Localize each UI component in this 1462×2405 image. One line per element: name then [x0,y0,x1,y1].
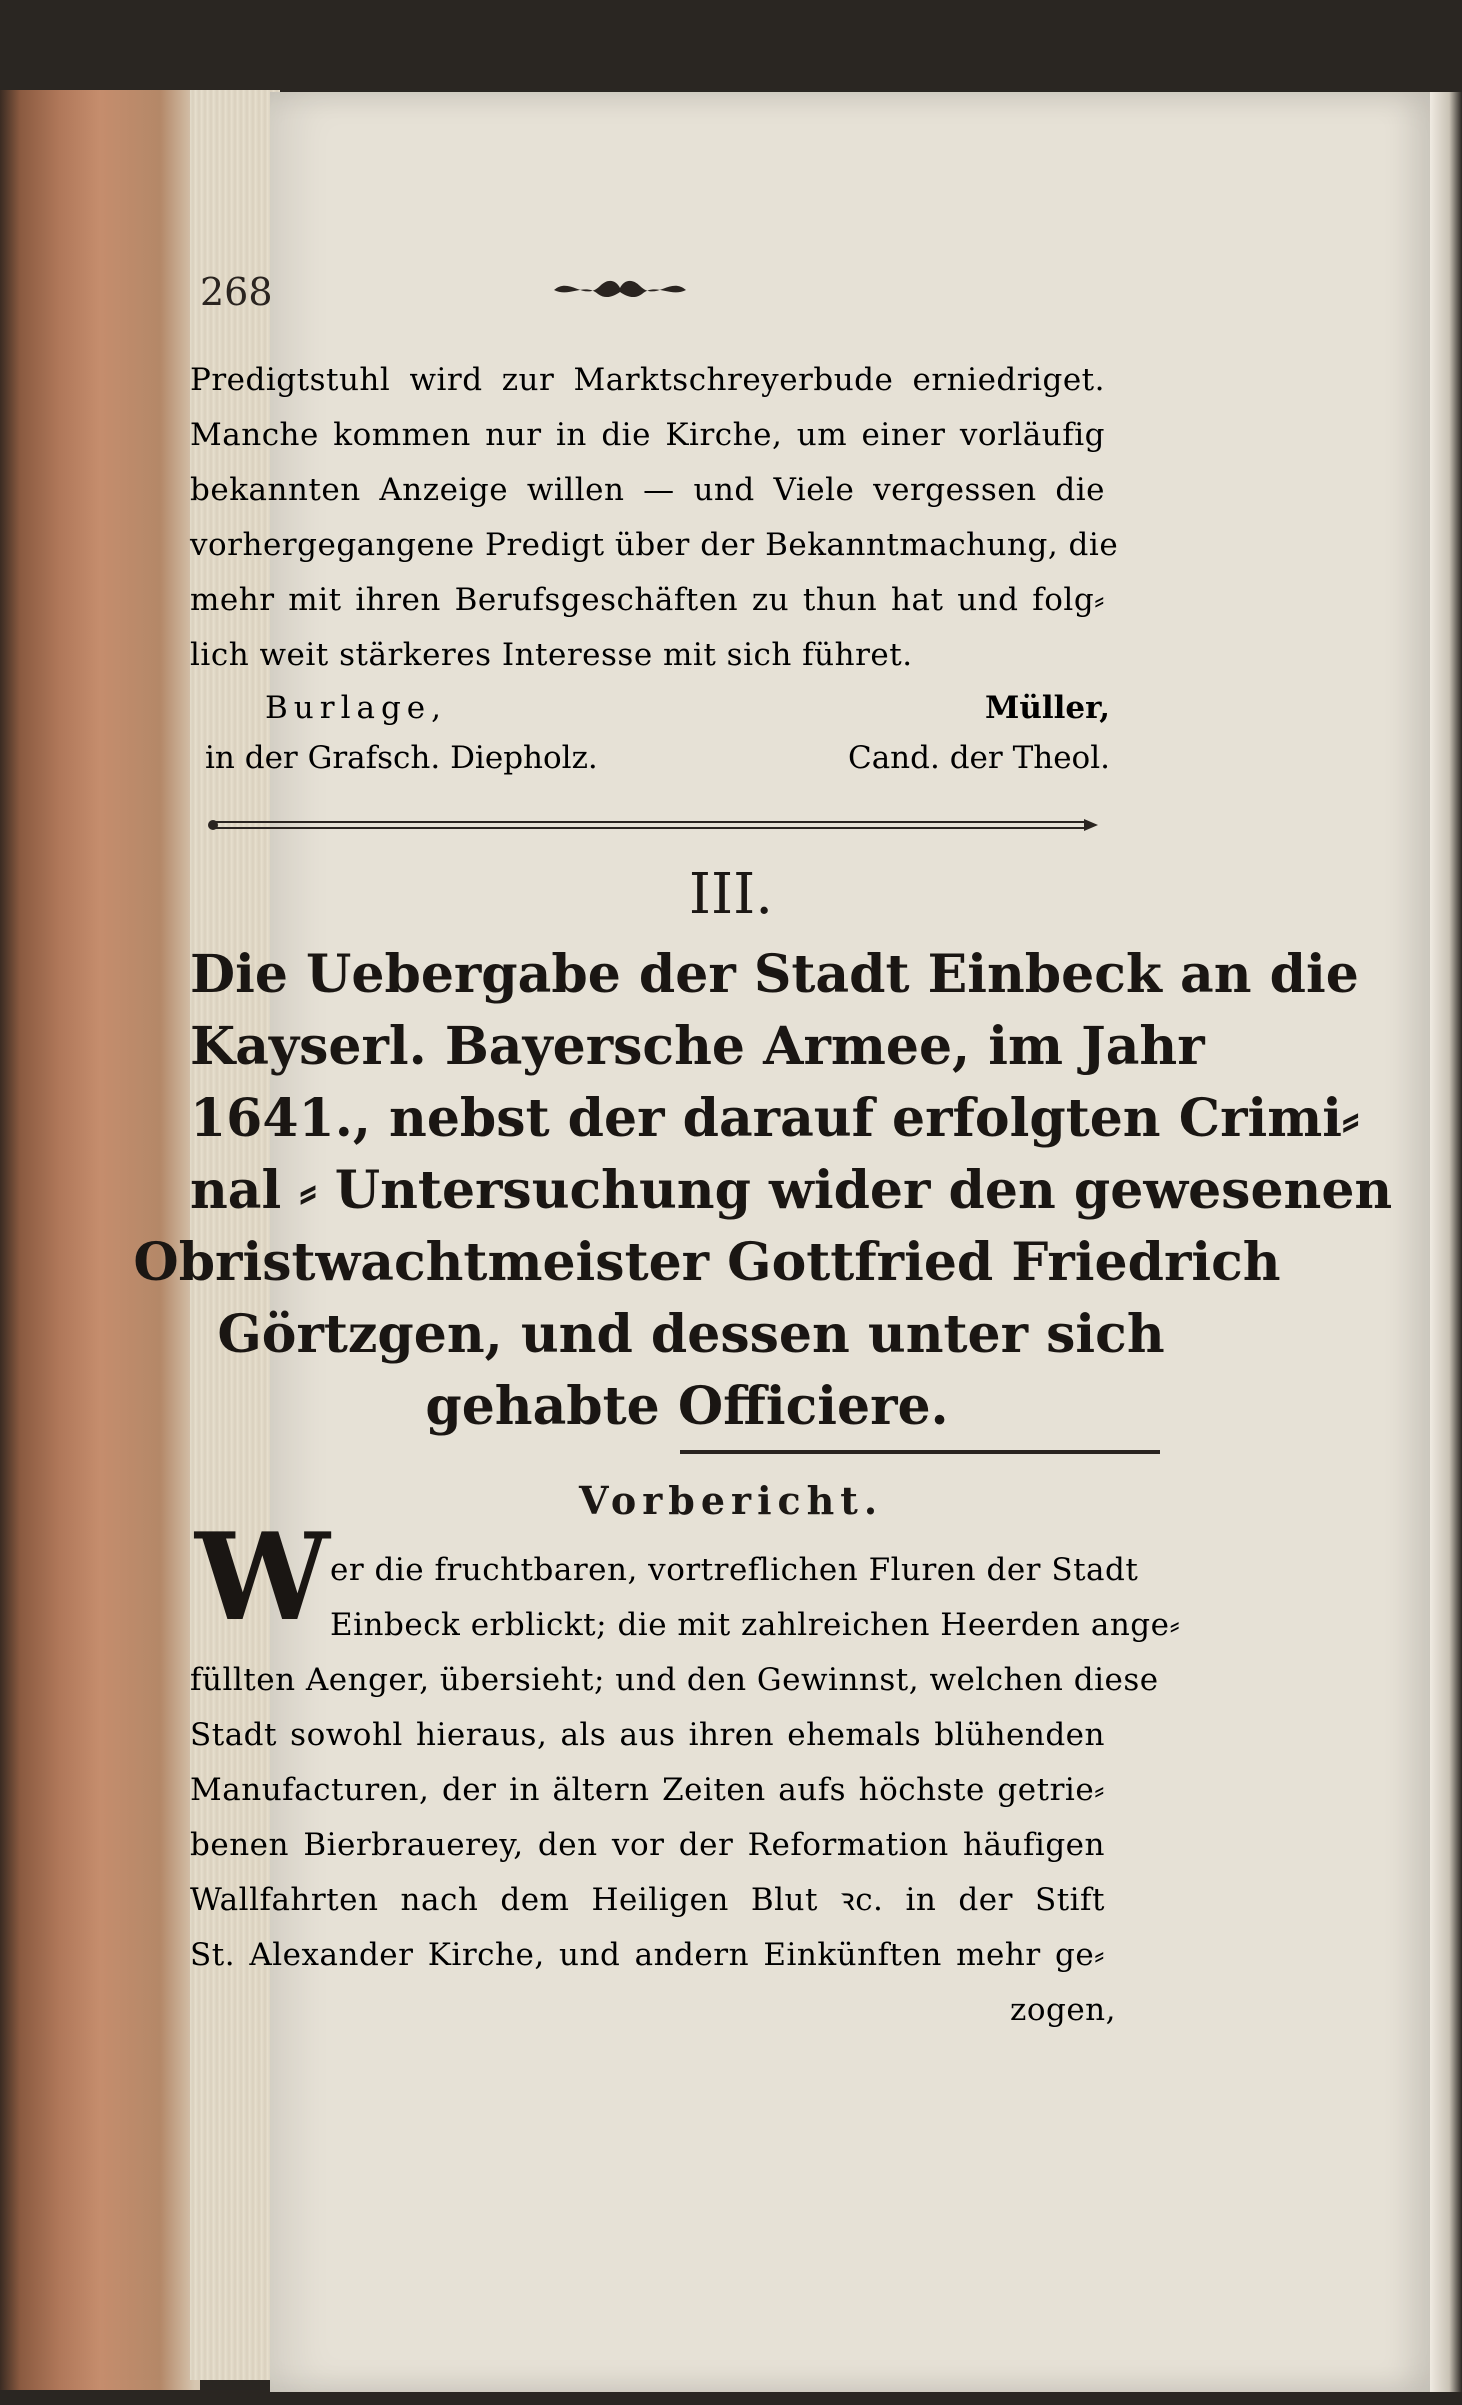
page-number: 268 [200,270,273,314]
catchword: zogen, [1010,1992,1117,2028]
title-rule [680,1450,1160,1454]
body-line: St. Alexander Kirche, und andern Einkünften mehr ge⸗ [190,1937,1105,1973]
section-numeral: III. [688,862,774,927]
intro-line: Predigtstuhl wird zur Marktschreyerbude erniedriget. [190,362,1105,398]
body-line: Manufacturen, der in ältern Zeiten aufs höchste getrie⸗ [190,1772,1105,1808]
intro-line: lich weit stärkeres Interesse mit sich führet. [190,637,913,673]
body-line: benen Bierbrauerey, den vor der Reformation häufigen [190,1827,1105,1863]
body-line: Einbeck erblickt; die mit zahlreichen Heerden ange⸗ [330,1607,1181,1643]
intro-line: bekannten Anzeige willen — und Viele vergessen die [190,472,1105,508]
intro-line: Manche kommen nur in die Kirche, um einer vorläufig [190,417,1105,453]
title-line: Görtzgen, und dessen unter sich [217,1304,1165,1365]
body-line: Stadt sowohl hieraus, als aus ihren ehemals blühenden [190,1717,1105,1753]
body-line: Wallfahrten nach dem Heiligen Blut ꝛc. in der Stift [190,1882,1105,1918]
section-divider [208,818,1098,832]
signature-title: Cand. der Theol. [847,740,1110,776]
title-line: Obristwachtmeister Gottfried Friedrich [133,1232,1281,1293]
signature-region: in der Grafsch. Diepholz. [205,740,598,776]
subheading-vorbericht: Vorbericht. [578,1478,884,1523]
body-line: füllten Aenger, übersieht; und den Gewinnst, welchen diese [190,1662,1159,1698]
signature-name: Müller, [985,690,1110,726]
title-line: 1641., nebst der darauf erfolgten Crimi⸗ [190,1088,1360,1149]
intro-line: mehr mit ihren Berufsgeschäften zu thun hat und folg⸗ [190,582,1105,618]
intro-line: vorhergegangene Predigt über der Bekanntmachung, die [190,527,1119,563]
body-line: er die fruchtbaren, vortreflichen Fluren der Stadt [330,1552,1139,1588]
title-line: gehabte Officiere. [425,1376,949,1437]
ornament-vignette [550,268,690,308]
drop-cap: W [195,1507,330,1648]
title-line: Die Uebergabe der Stadt Einbeck an die [190,944,1359,1005]
title-line: Kayserl. Bayersche Armee, im Jahr [190,1016,1205,1077]
title-line: nal ⸗ Untersuchung wider den gewesenen [190,1160,1393,1221]
signature-place: Burlage, [265,690,448,726]
